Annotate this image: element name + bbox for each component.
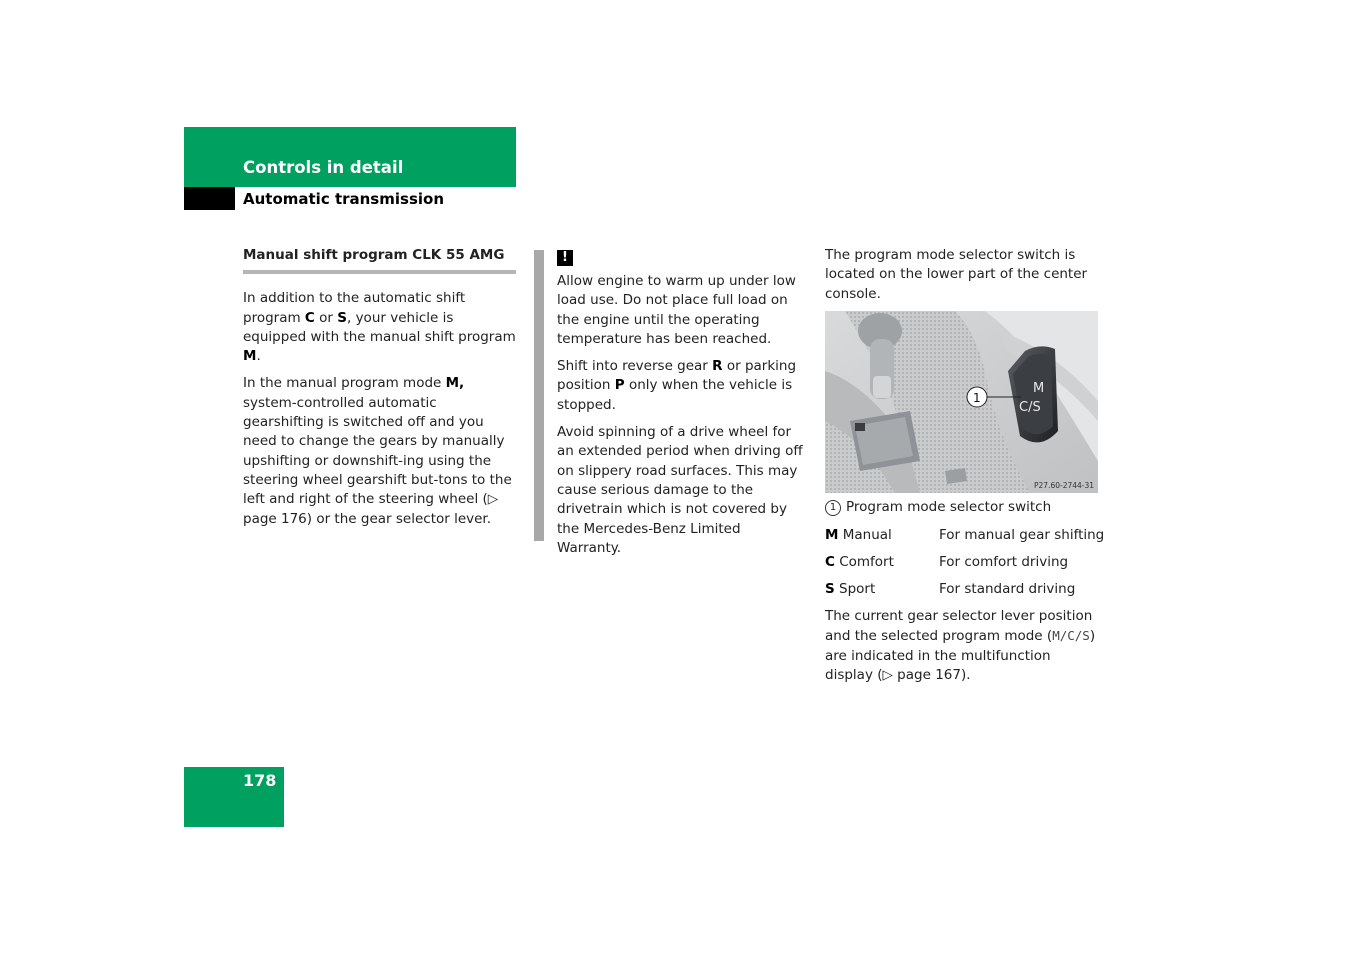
column-left	[243, 246, 516, 537]
mode-row-manual: M Manual For manual gear shifting	[825, 527, 1105, 543]
page-number: 178	[243, 771, 277, 790]
column-right	[825, 246, 1100, 312]
page-ref-arrow-icon: ▷	[882, 666, 893, 683]
warning-reverse: Shift into reverse gear R or parking position P only when the vehicle is stopped.	[557, 358, 797, 413]
column-warning	[557, 246, 807, 566]
paragraph-intro: In addition to the automatic shift program C or S, your vehicle is equipped with the manual shift program M.	[243, 290, 516, 365]
mode-row-sport: S Sport For standard driving	[825, 581, 1076, 597]
page-ref-arrow-icon: ▷	[487, 491, 499, 508]
center-console-photo	[825, 311, 1098, 493]
callout-number: 1	[973, 391, 981, 405]
image-code: P27.60-2744-31	[1034, 481, 1095, 490]
switch-label-cs: C/S	[1019, 400, 1041, 415]
mode-row-comfort: C Comfort For comfort driving	[825, 554, 1069, 570]
chapter-title: Controls in detail	[243, 158, 404, 177]
warning-spinning: Avoid spinning of a drive wheel for an extended period when driving off on slippery road surfaces. This may cause serious damage to the drivetrain which is not covered by the Mercedes-Benz Limited Warranty.	[557, 424, 803, 556]
callout-circle-icon: 1	[825, 500, 841, 516]
section-title: Automatic transmission	[243, 190, 444, 208]
display-note: The current gear selector lever position and the selected program mode (M/C/S) are indicated in the multifunction display (▷ page 167).	[825, 608, 1096, 683]
warning-bar	[534, 250, 544, 541]
warning-warmup: Allow engine to warm up under low load use. Do not place full load on the engine until the operating temperature has been reached.	[557, 273, 796, 347]
warning-icon: !	[557, 250, 573, 266]
header-marker	[184, 187, 235, 210]
paragraph-manual-mode: In the manual program mode M, system-controlled automatic gearshifting is switched off and you need to change the gears by manually upshifting or downshift-ing using the steering wheel gearshift but-tons to the left and right of the steering wheel (▷ page 176) or the gear selector lever.	[243, 375, 512, 527]
mode-list	[825, 526, 1105, 607]
selector-intro: The program mode selector switch is located on the lower part of the center console.	[825, 247, 1088, 302]
section-heading: Manual shift program CLK 55 AMG	[243, 246, 516, 274]
photo-caption: 1 Program mode selector switch	[825, 498, 1100, 517]
header-band	[184, 127, 516, 187]
switch-label-m: M	[1033, 381, 1045, 396]
